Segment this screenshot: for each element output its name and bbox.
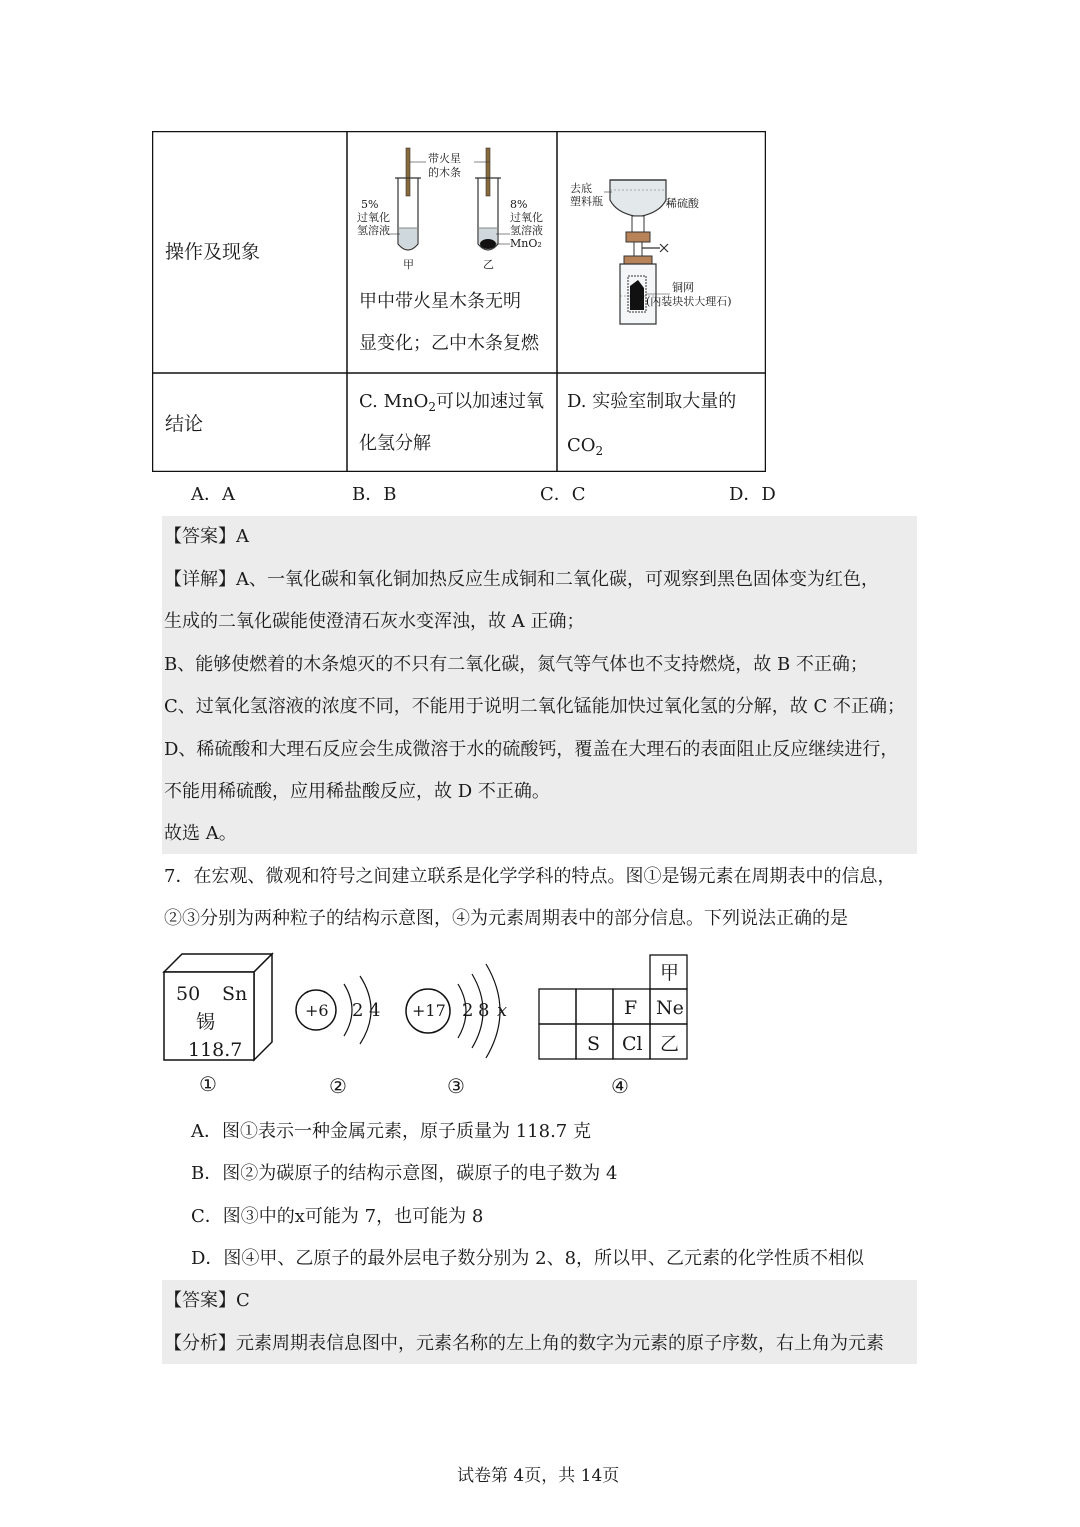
fig3-caption: ③ bbox=[447, 1074, 465, 1098]
q7-option-d: D．图④甲、乙原子的最外层电子数分别为 2、8，所以甲、乙元素的化学性质不相似 bbox=[191, 1248, 865, 1269]
q6-detail-line-4: C、过氧化氢溶液的浓度不同，不能用于说明二氧化锰能加快过氧化氢的分解，故 C 不正确； bbox=[164, 696, 905, 717]
q6-answer: 【答案】A bbox=[164, 526, 249, 547]
fig4-caption: ④ bbox=[611, 1074, 629, 1098]
conclusion-c-line-2: 化氢分解 bbox=[359, 433, 431, 454]
stick-label-2: 的木条 bbox=[428, 166, 461, 179]
q7-stem-line-1: 7．在宏观、微观和符号之间建立联系是化学学科的特点。图①是锡元素在周期表中的信息， bbox=[164, 866, 896, 887]
q6-detail-line-3: B、能够使燃着的木条熄灭的不只有二氧化碳，氮气等气体也不支持燃烧，故 B 不正确； bbox=[164, 654, 868, 675]
left-solution-label-3: 氢溶液 bbox=[357, 224, 390, 237]
bottle-label-2: 塑料瓶 bbox=[570, 195, 603, 208]
stick-label-1: 带火星 bbox=[428, 152, 461, 165]
plastic-bottle bbox=[610, 180, 666, 216]
fig2-caption: ② bbox=[329, 1074, 347, 1098]
fig3-shell-1: 2 bbox=[462, 1000, 474, 1021]
fig4-yi: 乙 bbox=[660, 1033, 680, 1055]
tube-label-yi: 乙 bbox=[483, 258, 494, 271]
fig1-atomic-number: 50 bbox=[176, 983, 201, 1005]
fig4-S: S bbox=[587, 1033, 601, 1055]
q6-option-c: C．C bbox=[540, 484, 586, 505]
q6-detail-line-1: 【详解】A、一氧化碳和氧化铜加热反应生成铜和二氧化碳，可观察到黑色固体变为红色， bbox=[164, 569, 879, 590]
wood-stick-right bbox=[486, 148, 490, 196]
fig1-symbol: Sn bbox=[222, 983, 248, 1005]
fig2-shell-2: 4 bbox=[369, 1000, 381, 1021]
fig3-nucleus: +17 bbox=[412, 1001, 446, 1020]
q6-detail-line-5: D、稀硫酸和大理石反应会生成微溶于水的硫酸钙，覆盖在大理石的表面阻止反应继续进行， bbox=[164, 739, 899, 760]
q7-analysis: 【分析】元素周期表信息图中，元素名称的左上角的数字为元素的原子序数，右上角为元素 bbox=[164, 1333, 884, 1354]
mno2-label: MnO₂ bbox=[510, 237, 542, 250]
phenomenon-line-2: 显变化；乙中木条复燃 bbox=[359, 333, 539, 354]
fig2-nucleus: +6 bbox=[305, 1001, 329, 1020]
q6-option-b: B．B bbox=[352, 484, 397, 505]
q7-option-b: B．图②为碳原子的结构示意图，碳原子的电子数为 4 bbox=[191, 1163, 618, 1184]
fig1-name: 锡 bbox=[196, 1011, 216, 1033]
mesh-note-label: (内装块状大理石) bbox=[646, 295, 732, 308]
q7-answer: 【答案】C bbox=[164, 1290, 250, 1311]
q7-option-a: A．图①表示一种金属元素，原子质量为 118.7 克 bbox=[191, 1121, 591, 1142]
right-solution-label-2: 过氧化 bbox=[510, 211, 543, 224]
fig4-F: F bbox=[624, 997, 638, 1019]
conclusion-d-line-2: $CO_2$ bbox=[567, 435, 604, 458]
rubber-stopper bbox=[626, 232, 650, 242]
page-footer: 试卷第 4页，共 14页 bbox=[457, 1466, 620, 1486]
right-solution-label-3: 氢溶液 bbox=[510, 224, 543, 237]
conclusion-d: D. 实验室制取大量的 bbox=[567, 391, 737, 412]
bottle-label-1: 去底 bbox=[570, 182, 592, 195]
q6-detail-line-2: 生成的二氧化碳能使澄清石灰水变浑浊，故 A 正确； bbox=[164, 611, 585, 632]
q7-option-c: C．图③中的x可能为 7，也可能为 8 bbox=[191, 1206, 484, 1227]
acid-label: 稀硫酸 bbox=[666, 197, 699, 210]
wood-stick-left bbox=[406, 148, 410, 196]
fig4-Cl: Cl bbox=[622, 1033, 643, 1055]
left-solution-label-1: 5% bbox=[361, 198, 379, 211]
q6-option-d: D．D bbox=[729, 484, 776, 505]
q6-detail-line-6: 不能用稀硫酸，应用稀盐酸反应，故 D 不正确。 bbox=[164, 781, 550, 802]
phenomenon-line-1: 甲中带火星木条无明 bbox=[359, 291, 521, 312]
q6-answer-block bbox=[162, 516, 917, 854]
fig4-Ne: Ne bbox=[656, 997, 684, 1019]
fig3-shell-3: x bbox=[497, 1000, 508, 1021]
tube-label-jia: 甲 bbox=[403, 258, 414, 271]
right-solution-label-1: 8% bbox=[510, 198, 528, 211]
mesh-label: 铜网 bbox=[672, 281, 694, 294]
row-label-conclusion: 结论 bbox=[165, 413, 204, 435]
fig3-shell-2: 8 bbox=[478, 1000, 490, 1021]
q6-option-a: A．A bbox=[191, 484, 235, 505]
row-label-operation: 操作及现象 bbox=[165, 241, 261, 263]
left-solution-label-2: 过氧化 bbox=[357, 211, 390, 224]
fig1-mass: 118.7 bbox=[188, 1039, 243, 1061]
q7-stem-line-2: ②③分别为两种粒子的结构示意图，④为元素周期表中的部分信息。下列说法正确的是 bbox=[164, 908, 848, 929]
fig1-caption: ① bbox=[199, 1072, 217, 1096]
conclusion-c: C. MnO$_2$可以加速过氧 bbox=[359, 391, 544, 414]
q6-detail-line-7: 故选 A。 bbox=[164, 823, 237, 844]
fig4-jia: 甲 bbox=[660, 962, 680, 984]
mno2-powder bbox=[480, 239, 496, 249]
fig2-shell-1: 2 bbox=[352, 1000, 364, 1021]
